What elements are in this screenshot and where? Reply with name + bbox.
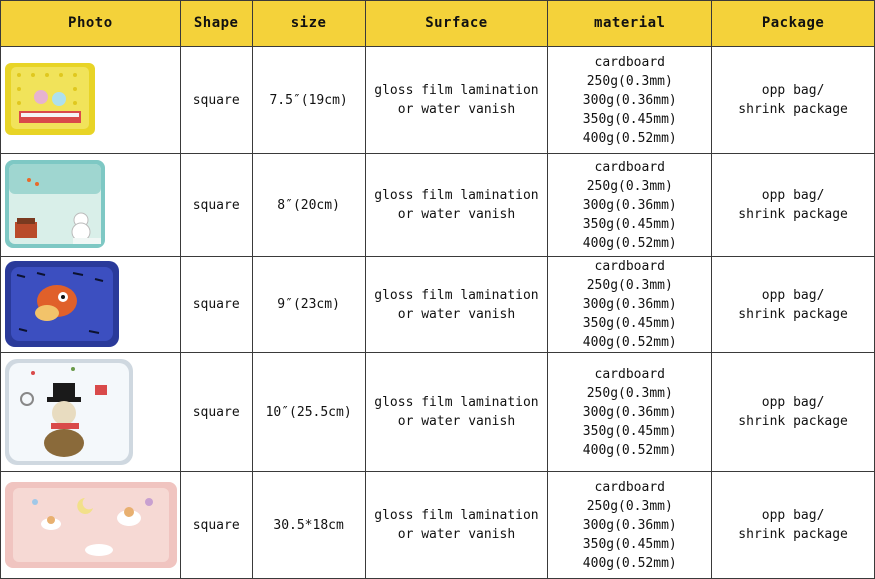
surface-line: or water vanish bbox=[397, 306, 516, 322]
header-row bbox=[1, 1, 875, 47]
material-line: 350g(0.45mm) bbox=[582, 316, 677, 331]
material-line: 350g(0.45mm) bbox=[582, 536, 677, 552]
material-line: cardboard bbox=[594, 54, 665, 70]
surface-line: gloss film lamination bbox=[374, 83, 539, 98]
shape-cell: square bbox=[180, 47, 252, 154]
material-line: 250g(0.3mm) bbox=[586, 278, 673, 293]
surface-line: gloss film lamination bbox=[374, 395, 539, 410]
photo-cell bbox=[1, 154, 181, 257]
header-size: size bbox=[252, 1, 365, 47]
material-cell bbox=[548, 257, 712, 353]
surface-line: or water vanish bbox=[397, 527, 516, 542]
size-cell: 7.5″(19cm) bbox=[252, 47, 365, 154]
package-line: opp bag/ bbox=[761, 188, 825, 203]
material-line: cardboard bbox=[594, 366, 665, 382]
package-line: opp bag/ bbox=[761, 508, 825, 523]
material-cell bbox=[548, 154, 712, 257]
material-line: cardboard bbox=[594, 259, 665, 274]
package-line: shrink package bbox=[738, 527, 848, 542]
material-line: 400g(0.52mm) bbox=[582, 335, 677, 350]
table-row bbox=[1, 47, 875, 154]
material-line: cardboard bbox=[594, 479, 665, 495]
surface-cell bbox=[365, 472, 548, 579]
material-line: 350g(0.45mm) bbox=[582, 216, 677, 232]
header-material: material bbox=[548, 1, 712, 47]
surface-cell bbox=[365, 257, 548, 353]
material-line: 250g(0.3mm) bbox=[586, 498, 673, 514]
package-cell bbox=[712, 353, 875, 472]
photo-cell bbox=[1, 257, 181, 353]
material-line: 400g(0.52mm) bbox=[582, 442, 677, 458]
material-line: 300g(0.36mm) bbox=[582, 517, 677, 533]
material-cell bbox=[548, 472, 712, 579]
surface-line: gloss film lamination bbox=[374, 287, 539, 303]
table-row bbox=[1, 353, 875, 472]
package-cell bbox=[712, 154, 875, 257]
table-row bbox=[1, 257, 875, 353]
material-line: 300g(0.36mm) bbox=[582, 404, 677, 420]
package-cell bbox=[712, 47, 875, 154]
material-line: 250g(0.3mm) bbox=[586, 385, 673, 401]
shape-cell: square bbox=[180, 257, 252, 353]
surface-line: gloss film lamination bbox=[374, 508, 539, 523]
surface-line: gloss film lamination bbox=[374, 188, 539, 203]
shape-cell: square bbox=[180, 353, 252, 472]
package-line: shrink package bbox=[738, 207, 848, 222]
package-line: shrink package bbox=[738, 306, 848, 322]
header-package: Package bbox=[712, 1, 875, 47]
photo-cell bbox=[1, 353, 181, 472]
table-row bbox=[1, 154, 875, 257]
photo-cell bbox=[1, 47, 181, 154]
size-cell: 30.5*18cm bbox=[252, 472, 365, 579]
plate-photo-yellow-tea-party bbox=[3, 61, 97, 139]
size-cell: 10″(25.5cm) bbox=[252, 353, 365, 472]
material-line: 300g(0.36mm) bbox=[582, 92, 677, 108]
plate-photo-blue-cartoon bbox=[3, 259, 121, 349]
header-photo: Photo bbox=[1, 1, 181, 47]
surface-line: or water vanish bbox=[397, 102, 516, 117]
size-cell: 9″(23cm) bbox=[252, 257, 365, 353]
package-cell bbox=[712, 472, 875, 579]
header-surface: Surface bbox=[365, 1, 548, 47]
package-line: opp bag/ bbox=[761, 83, 825, 98]
plate-photo-pink-baby bbox=[3, 480, 179, 570]
material-cell bbox=[548, 353, 712, 472]
surface-cell bbox=[365, 47, 548, 154]
material-line: 400g(0.52mm) bbox=[582, 235, 677, 251]
surface-line: or water vanish bbox=[397, 414, 516, 429]
surface-line: or water vanish bbox=[397, 207, 516, 222]
shape-cell: square bbox=[180, 472, 252, 579]
material-line: 350g(0.45mm) bbox=[582, 423, 677, 439]
surface-cell bbox=[365, 154, 548, 257]
surface-cell bbox=[365, 353, 548, 472]
photo-cell bbox=[1, 472, 181, 579]
material-line: 250g(0.3mm) bbox=[586, 178, 673, 194]
material-line: 350g(0.45mm) bbox=[582, 111, 677, 127]
plate-photo-snowman-hat bbox=[3, 357, 135, 467]
package-line: opp bag/ bbox=[761, 395, 825, 410]
material-cell bbox=[548, 47, 712, 154]
material-line: 400g(0.52mm) bbox=[582, 130, 677, 146]
package-line: opp bag/ bbox=[761, 287, 825, 303]
material-line: 250g(0.3mm) bbox=[586, 73, 673, 89]
plate-photo-winter-snowman bbox=[3, 158, 107, 250]
material-line: 400g(0.52mm) bbox=[582, 555, 677, 571]
material-line: 300g(0.36mm) bbox=[582, 297, 677, 312]
package-cell bbox=[712, 257, 875, 353]
shape-cell: square bbox=[180, 154, 252, 257]
header-shape: Shape bbox=[180, 1, 252, 47]
package-line: shrink package bbox=[738, 414, 848, 429]
package-line: shrink package bbox=[738, 102, 848, 117]
material-line: cardboard bbox=[594, 159, 665, 175]
size-cell: 8″(20cm) bbox=[252, 154, 365, 257]
table-row bbox=[1, 472, 875, 579]
material-line: 300g(0.36mm) bbox=[582, 197, 677, 213]
